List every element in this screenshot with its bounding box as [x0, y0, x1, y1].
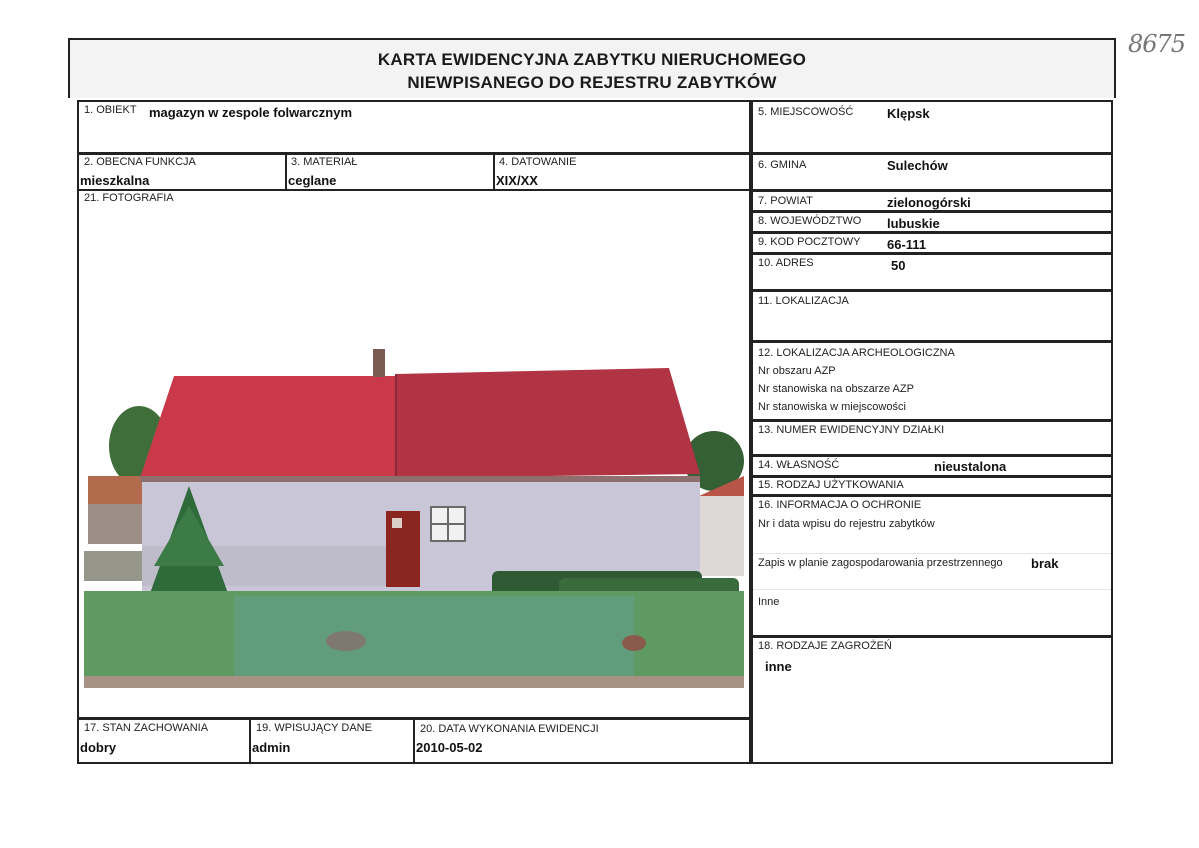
field-value: XIX/XX: [496, 173, 538, 188]
field-value: mieszkalna: [80, 173, 150, 188]
field-label: 8. WOJEWÓDZTWO: [758, 215, 862, 227]
field-value: inne: [765, 659, 792, 674]
field-value: 50: [891, 258, 906, 273]
field-label: 11. LOKALIZACJA: [758, 295, 849, 307]
field-label: 18. RODZAJE ZAGROŻEŃ: [758, 640, 892, 652]
field-label: 17. STAN ZACHOWANIA: [84, 722, 209, 734]
field-label: 6. GMINA: [758, 159, 807, 171]
field-rodzaj-uzytkowania: [751, 476, 1113, 496]
field-label: 1. OBIEKT: [84, 104, 137, 116]
field-miejscowosc: [751, 100, 1113, 154]
field-lokalizacja-archeologiczna: [751, 341, 1113, 421]
field-material: [285, 153, 495, 191]
field-value: Sulechów: [887, 158, 948, 173]
field-stan-zachowania: [77, 718, 251, 764]
field-value: admin: [252, 740, 291, 755]
field-label: 7. POWIAT: [758, 195, 813, 207]
field-label: 2. OBECNA FUNKCJA: [84, 156, 196, 168]
field-value: 66-111: [887, 237, 927, 252]
field-data-wykonania: [413, 718, 751, 764]
field-value: nieustalona: [934, 459, 1007, 474]
field-label: 19. WPISUJĄCY DANE: [256, 722, 372, 734]
field-label: 16. INFORMACJA O OCHRONIE: [758, 499, 922, 511]
building-photo: [84, 206, 744, 706]
plan-label: Zapis w planie zagospodarowania przestrzennego: [758, 557, 1003, 569]
field-label: 4. DATOWANIE: [499, 156, 577, 168]
divider: [753, 589, 1111, 590]
field-obecna-funkcja: [77, 153, 287, 191]
field-informacja-o-ochronie: [751, 495, 1113, 637]
field-wpisujacy: [249, 718, 415, 764]
field-label: 3. MATERIAŁ: [291, 156, 358, 168]
field-label: 21. FOTOGRAFIA: [84, 192, 174, 204]
handwritten-number: 8675: [1128, 30, 1186, 58]
field-label: 12. LOKALIZACJA ARCHEOLOGICZNA: [758, 347, 955, 359]
field-label: 20. DATA WYKONANIA EWIDENCJI: [420, 723, 599, 735]
inne-label: Inne: [758, 596, 780, 608]
field-value: Klępsk: [887, 106, 930, 121]
field-value: zielonogórski: [887, 195, 971, 210]
field-value: dobry: [80, 740, 117, 755]
field-label: 5. MIEJSCOWOŚĆ: [758, 106, 854, 118]
card-title-line1: KARTA EWIDENCYJNA ZABYTKU NIERUCHOMEGO: [377, 50, 807, 69]
field-powiat: [751, 190, 1113, 212]
field-label: 10. ADRES: [758, 257, 814, 269]
field-label: 15. RODZAJ UŻYTKOWANIA: [758, 479, 904, 491]
field-label: 14. WŁASNOŚĆ: [758, 459, 840, 471]
field-label: 13. NUMER EWIDENCYJNY DZIAŁKI: [758, 424, 945, 436]
divider: [753, 553, 1111, 554]
field-rodzaje-zagrozen: [751, 636, 1113, 764]
field-numer-dzialki: [751, 420, 1113, 456]
nr-stanowiska-obszar-label: Nr stanowiska na obszarze AZP: [758, 383, 914, 395]
plan-value: brak: [1031, 556, 1059, 571]
field-datowanie: [493, 153, 751, 191]
field-obiekt: [77, 100, 751, 154]
nr-obszaru-label: Nr obszaru AZP: [758, 365, 836, 377]
field-wojewodztwo: [751, 211, 1113, 233]
field-gmina: [751, 153, 1113, 191]
field-value: 2010-05-02: [416, 740, 483, 755]
wpis-rejestr-label: Nr i data wpisu do rejestru zabytków: [758, 518, 935, 530]
field-value: magazyn w zespole folwarcznym: [149, 105, 353, 120]
field-label: 9. KOD POCZTOWY: [758, 236, 861, 248]
field-value: ceglane: [288, 173, 337, 188]
card-header: [68, 38, 1116, 98]
nr-stanowiska-miejsc-label: Nr stanowiska w miejscowości: [758, 401, 906, 413]
field-wlasnosc: [751, 455, 1113, 477]
field-value: lubuskie: [887, 216, 940, 231]
card-title-line2: NIEWPISANEGO DO REJESTRU ZABYTKÓW: [407, 73, 777, 92]
field-kod-pocztowy: [751, 232, 1113, 254]
field-adres: [751, 253, 1113, 291]
field-lokalizacja: [751, 290, 1113, 342]
